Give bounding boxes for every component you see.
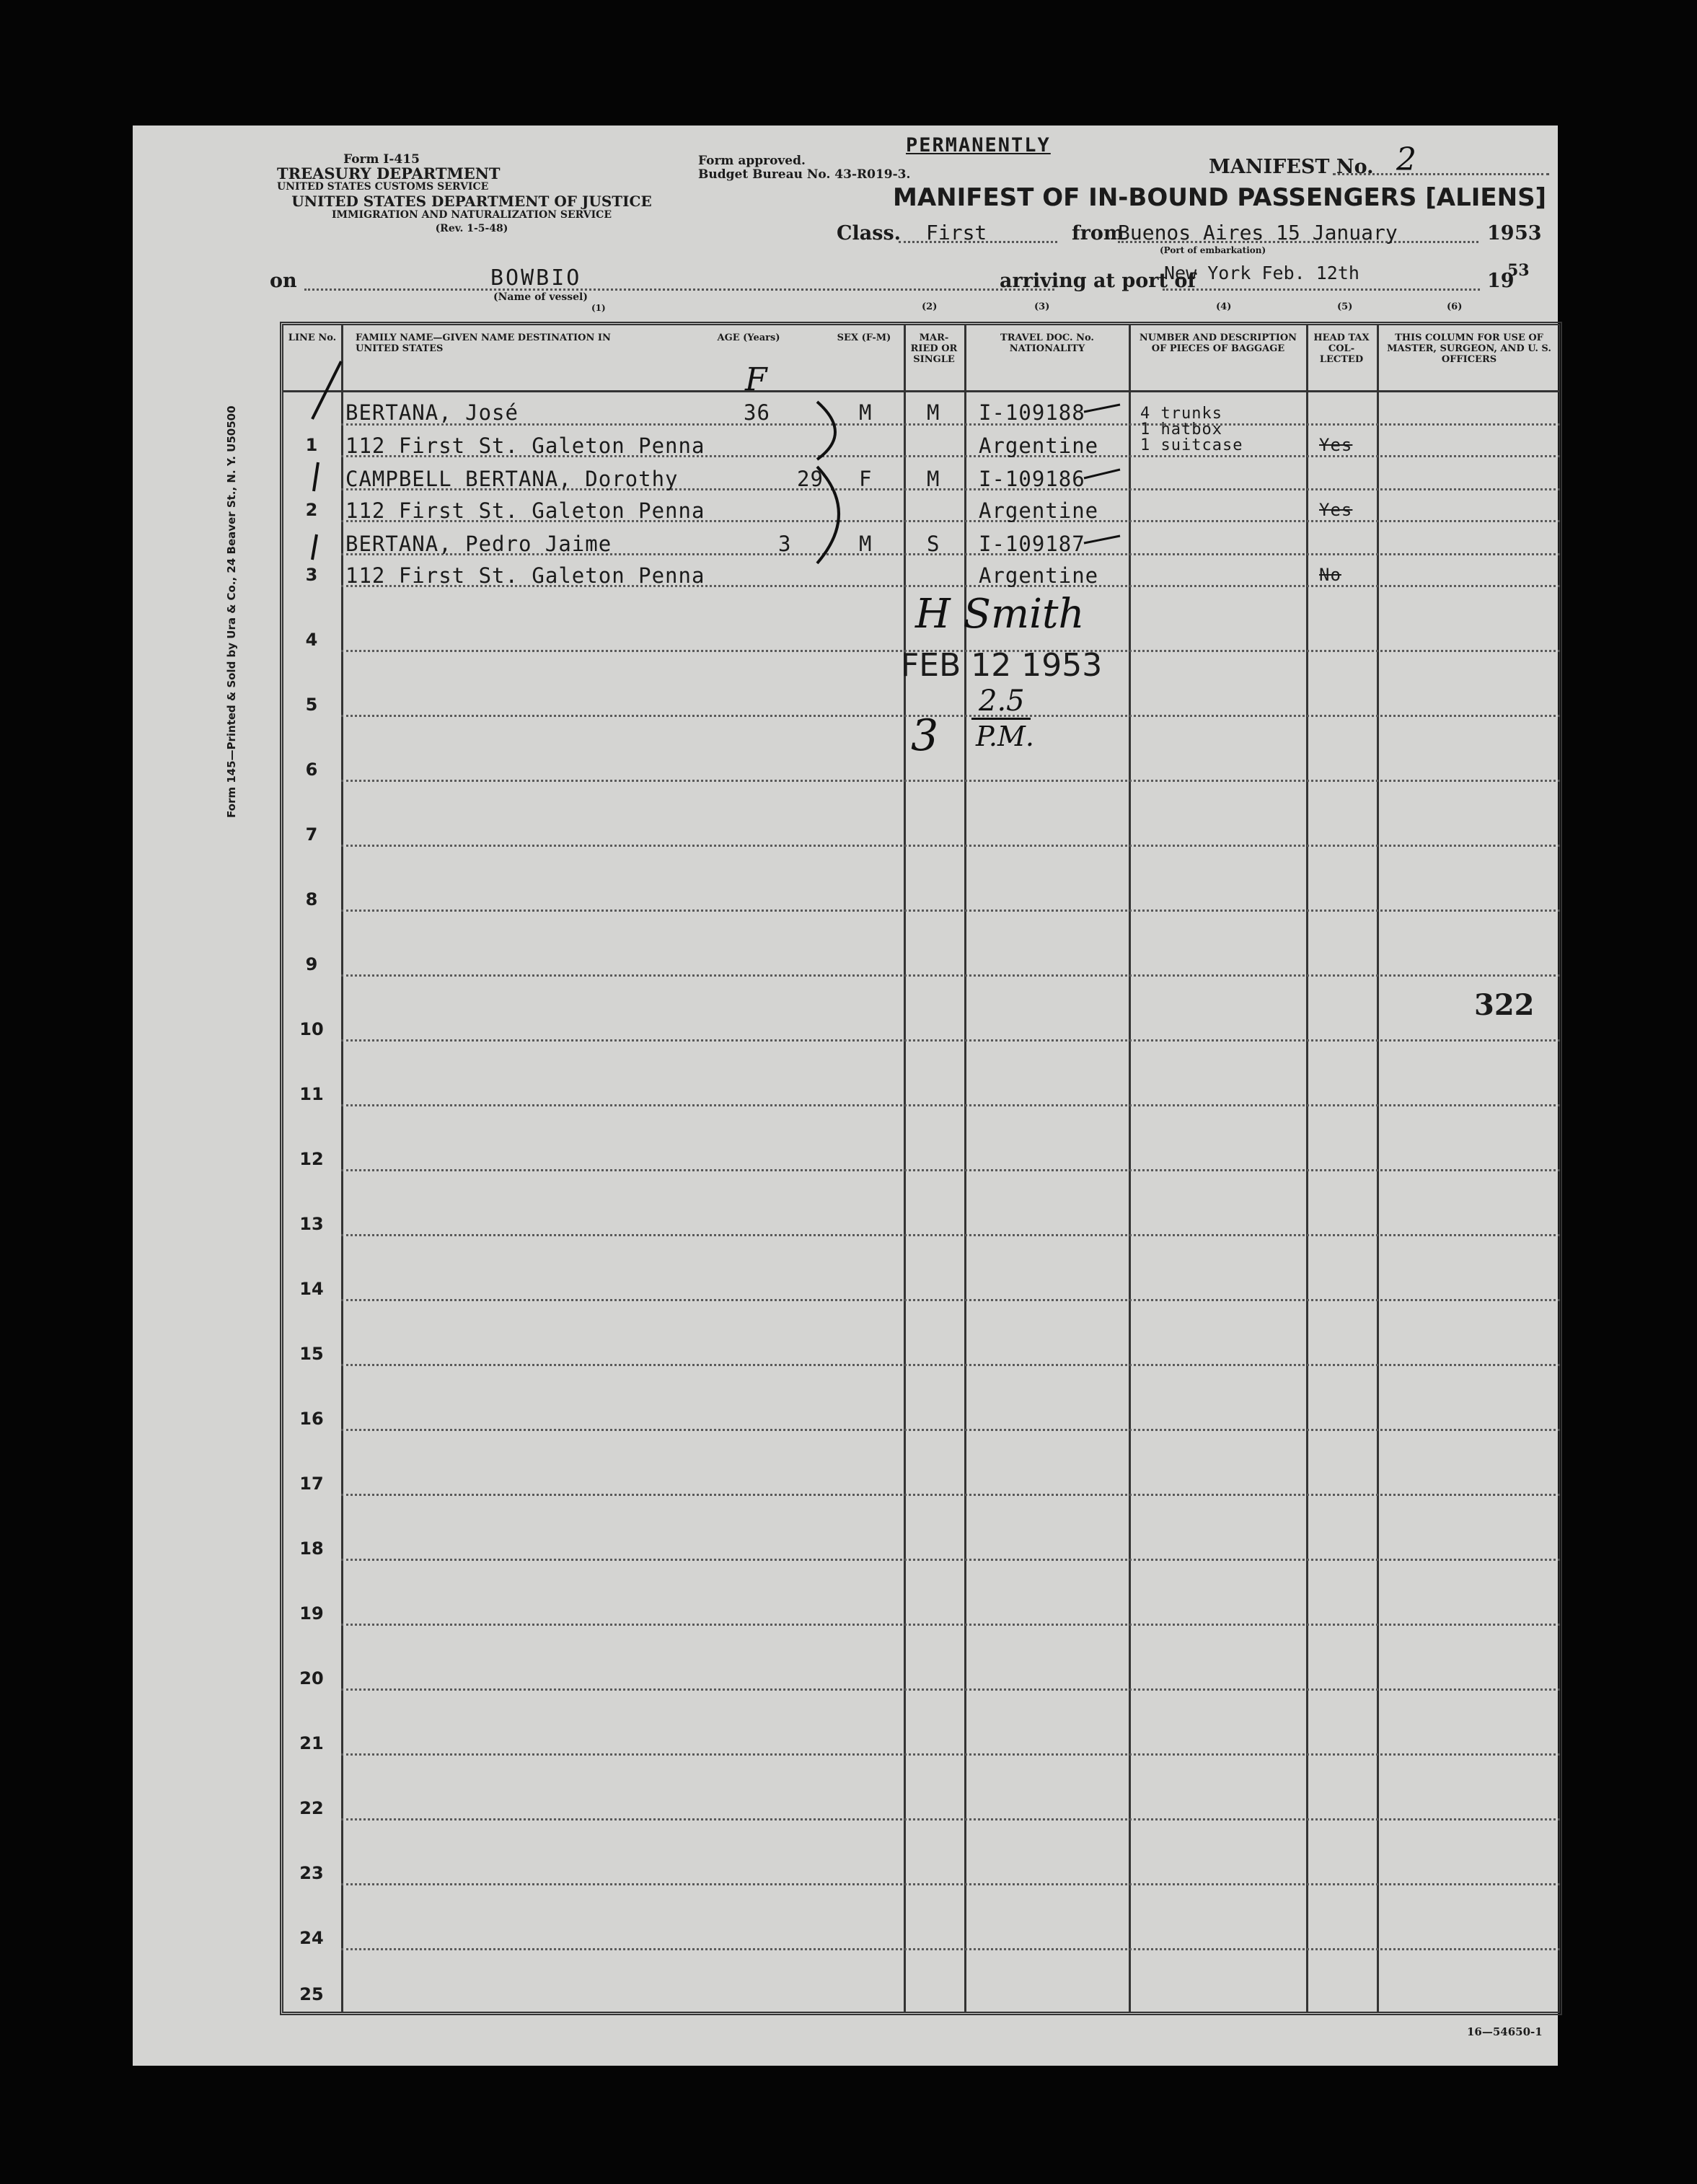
line-number: 18 [299,1538,324,1559]
col-num-4: (4) [1216,301,1232,312]
class-label: Class. [837,222,902,245]
passenger-name: CAMPBELL BERTANA, Dorothy [345,467,679,491]
line-number: 6 [305,759,318,780]
passenger-doc: I-109188 [979,400,1085,425]
col-travel-doc: TRAVEL DOC. No. NATIONALITY [1000,333,1094,354]
passenger-sex: F [859,467,873,491]
vessel-name: BOWBIO [490,265,582,291]
line-number: 9 [305,954,318,974]
page-number: 322 [1474,988,1535,1022]
passenger-address: 112 First St. Galeton Penna [345,563,705,588]
line-number: 2 [305,500,318,520]
line-number: 7 [305,824,318,845]
manifest-no-value: 2 [1396,141,1416,178]
col-num-2: (2) [922,301,938,312]
from-value: Buenos Aires 15 January [1118,221,1398,245]
line-number: 5 [305,695,318,715]
passenger-address: 112 First St. Galeton Penna [345,498,705,523]
line-number: 19 [299,1603,324,1624]
passenger-name: BERTANA, José [345,400,519,425]
line-number: 4 [305,630,318,650]
passenger-sex: M [859,400,873,425]
passenger-married: S [927,532,940,556]
passenger-doc: I-109187 [979,532,1085,556]
passenger-age: 36 [744,400,770,425]
embarkation-caption: (Port of embarkation) [1160,245,1266,255]
line-number: 17 [299,1474,324,1494]
passenger-married: M [927,467,940,491]
baggage-line: 4 trunks [1140,405,1222,423]
col-age: AGE (Years) [717,333,780,343]
passenger-sex: M [859,532,873,556]
form-approved: Form approved. Budget Bureau No. 43-R019-3. [698,154,911,182]
passenger-nationality: Argentine [979,498,1099,523]
head-tax-value: No [1319,565,1341,585]
line-number: 8 [305,889,318,910]
line-number: 22 [299,1798,324,1818]
year-suffix: 53 [1515,222,1542,245]
line-number: 25 [299,1984,324,2004]
col-married: MAR-RIED OR SINGLE [910,333,958,365]
arriving-year-prefix: 19 [1487,270,1515,292]
col-num-3: (3) [1034,301,1050,312]
passenger-age: 3 [778,532,792,556]
line-number: 11 [299,1084,324,1104]
col-line-no: LINE No. [288,333,337,343]
line-number: 16 [299,1409,324,1429]
line-number: 20 [299,1668,324,1688]
footer-code: 16—54650-1 [1467,2025,1543,2038]
manifest-no-label: MANIFEST No. [1209,156,1374,178]
signature: H Smith [915,591,1085,638]
date-stamp: FEB 12 1953 [901,647,1103,684]
head-tax-value: Yes [1319,500,1353,520]
handwritten-F: F [745,361,767,398]
line-number: 21 [299,1733,324,1753]
col-head-tax: HEAD TAX COL-LECTED [1313,333,1370,365]
col-name: FAMILY NAME—GIVEN NAME DESTINATION IN UNITED STATES [356,333,611,354]
manifest-title: MANIFEST OF IN-BOUND PASSENGERS [ALIENS] [893,183,1547,212]
col-officers: THIS COLUMN FOR USE OF MASTER, SURGEON, AND U. S. OFFICERS [1387,333,1551,365]
passenger-doc: I-109186 [979,467,1085,491]
line-number: 12 [299,1149,324,1169]
year-prefix: 19 [1487,222,1515,245]
class-value: First [926,221,987,245]
line-number: 13 [299,1214,324,1234]
on-label: on [270,270,297,292]
passenger-married: M [927,400,940,425]
department-header: UNITED STATES DEPARTMENT OF JUSTICE IMMIGRATION AND NATURALIZATION SERVICE (Rev. 1-5-48) [291,193,652,234]
arriving-year-suffix: 53 [1507,261,1530,280]
col-sex: SEX (F-M) [837,333,891,343]
handwritten-number: 3 [911,710,939,761]
passenger-age: 29 [797,467,824,491]
permanently-stamp: PERMANENTLY [906,134,1051,157]
line-number: 3 [305,565,318,585]
vessel-caption: (Name of vessel) [493,291,588,303]
handwritten-time-top: 2.5 [979,684,1025,718]
arriving-label: arriving at port of [1000,270,1196,292]
from-label: from [1072,222,1124,245]
pen-strokes [283,325,1566,657]
line-number: 15 [299,1344,324,1364]
passenger-name: BERTANA, Pedro Jaime [345,532,612,556]
line-number: 24 [299,1928,324,1948]
line-number: 10 [299,1019,324,1039]
passenger-nationality: Argentine [979,563,1099,588]
line-number: 14 [299,1279,324,1299]
col-num-6: (6) [1447,301,1463,312]
form-number: Form I-415 TREASURY DEPARTMENT UNITED STATES CUSTOMS SERVICE [277,152,501,193]
line-number: 23 [299,1863,324,1883]
vessel-caption-num: (1) [591,303,606,313]
printer-note: Form 145—Printed & Sold by Ura & Co., 24 Beaver St., N. Y. U50500 [225,405,238,818]
col-baggage: NUMBER AND DESCRIPTION OF PIECES OF BAGGAGE [1139,333,1297,354]
line-number: 1 [305,435,318,455]
passenger-address: 112 First St. Galeton Penna [345,433,705,458]
handwritten-time-bottom: P.M. [976,721,1034,752]
passenger-table [280,322,1562,2015]
baggage-line: 1 hatbox [1140,420,1222,439]
col-num-5: (5) [1337,301,1353,312]
baggage-line: 1 suitcase [1140,436,1243,454]
passenger-nationality: Argentine [979,433,1099,458]
arriving-value: New York Feb. 12th [1164,263,1359,283]
head-tax-value: Yes [1319,435,1353,455]
